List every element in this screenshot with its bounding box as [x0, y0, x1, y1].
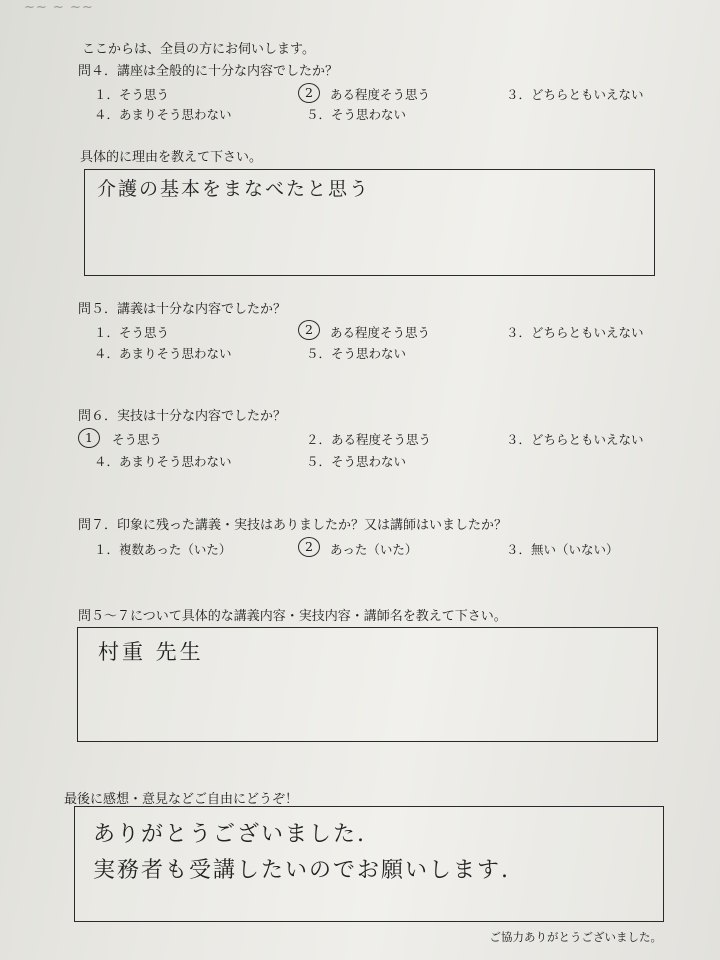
q6-question: 問６．実技は十分な内容でしたか？ — [78, 409, 287, 424]
comments-label: 最後に感想・意見などご自由にどうぞ！ — [64, 792, 299, 807]
q7-option-1[interactable]: １．複数あった（いた） — [94, 542, 232, 557]
q5-option-2-number: 2 — [305, 322, 313, 337]
reason-answer-box[interactable] — [84, 169, 655, 276]
q4-option-5[interactable]: ５．そう思わない — [306, 107, 407, 122]
q5-option-3[interactable]: ３．どちらともいえない — [506, 325, 644, 340]
q5-option-5[interactable]: ５．そう思わない — [306, 346, 407, 361]
q6-option-5[interactable]: ５．そう思わない — [306, 454, 407, 469]
q4-question: 問４．講座は全般的に十分な内容でしたか？ — [78, 64, 339, 79]
q7-option-3[interactable]: ３．無い（いない） — [506, 542, 619, 557]
q4-option-2-number: 2 — [305, 85, 313, 100]
q4-option-1[interactable]: １．そう思う — [94, 87, 170, 102]
q7-option-2-number: 2 — [305, 539, 313, 554]
q6-option-2[interactable]: ２．ある程度そう思う — [306, 432, 432, 447]
q4-option-2[interactable]: ある程度そう思う — [330, 87, 431, 102]
q4-option-4[interactable]: ４．あまりそう思わない — [94, 107, 232, 122]
reason-label: 具体的に理由を教えて下さい。 — [80, 150, 263, 165]
q7-question: 問７．印象に残った講義・実技はありましたか？又は講師はいましたか？ — [78, 518, 508, 533]
faint-page-mark: ~~ ~ ~~ — [24, 0, 94, 15]
q6-option-3[interactable]: ３．どちらともいえない — [506, 432, 644, 447]
q5-option-4[interactable]: ４．あまりそう思わない — [94, 346, 232, 361]
q5-option-2[interactable]: ある程度そう思う — [330, 325, 431, 340]
reason-handwritten-answer: 介護の基本をまなべたと思う — [97, 178, 371, 200]
intro-text: ここからは、全員の方にお伺いします。 — [82, 42, 315, 57]
q7-option-2[interactable]: あった（いた） — [330, 542, 418, 557]
q6-option-1-number: 1 — [85, 430, 93, 445]
q4-option-3[interactable]: ３．どちらともいえない — [506, 87, 644, 102]
closing-text: ご協力ありがとうございました。 — [489, 930, 662, 944]
detail-handwritten-answer: 村重 先生 — [98, 640, 204, 664]
q5-question: 問５．講義は十分な内容でしたか？ — [78, 302, 287, 317]
q6-option-4[interactable]: ４．あまりそう思わない — [94, 454, 232, 469]
q5-option-1[interactable]: １．そう思う — [94, 325, 170, 340]
q6-option-1[interactable]: そう思う — [112, 432, 163, 447]
comments-handwritten-line-2: 実務者も受講したいのでお願いします. — [93, 858, 510, 883]
detail-label: 問５～７について具体的な講義内容・実技内容・講師名を教えて下さい。 — [78, 609, 507, 624]
detail-answer-box[interactable] — [77, 627, 658, 742]
comments-handwritten-line-1: ありがとうございました. — [93, 822, 366, 847]
comments-answer-box[interactable] — [74, 806, 664, 922]
